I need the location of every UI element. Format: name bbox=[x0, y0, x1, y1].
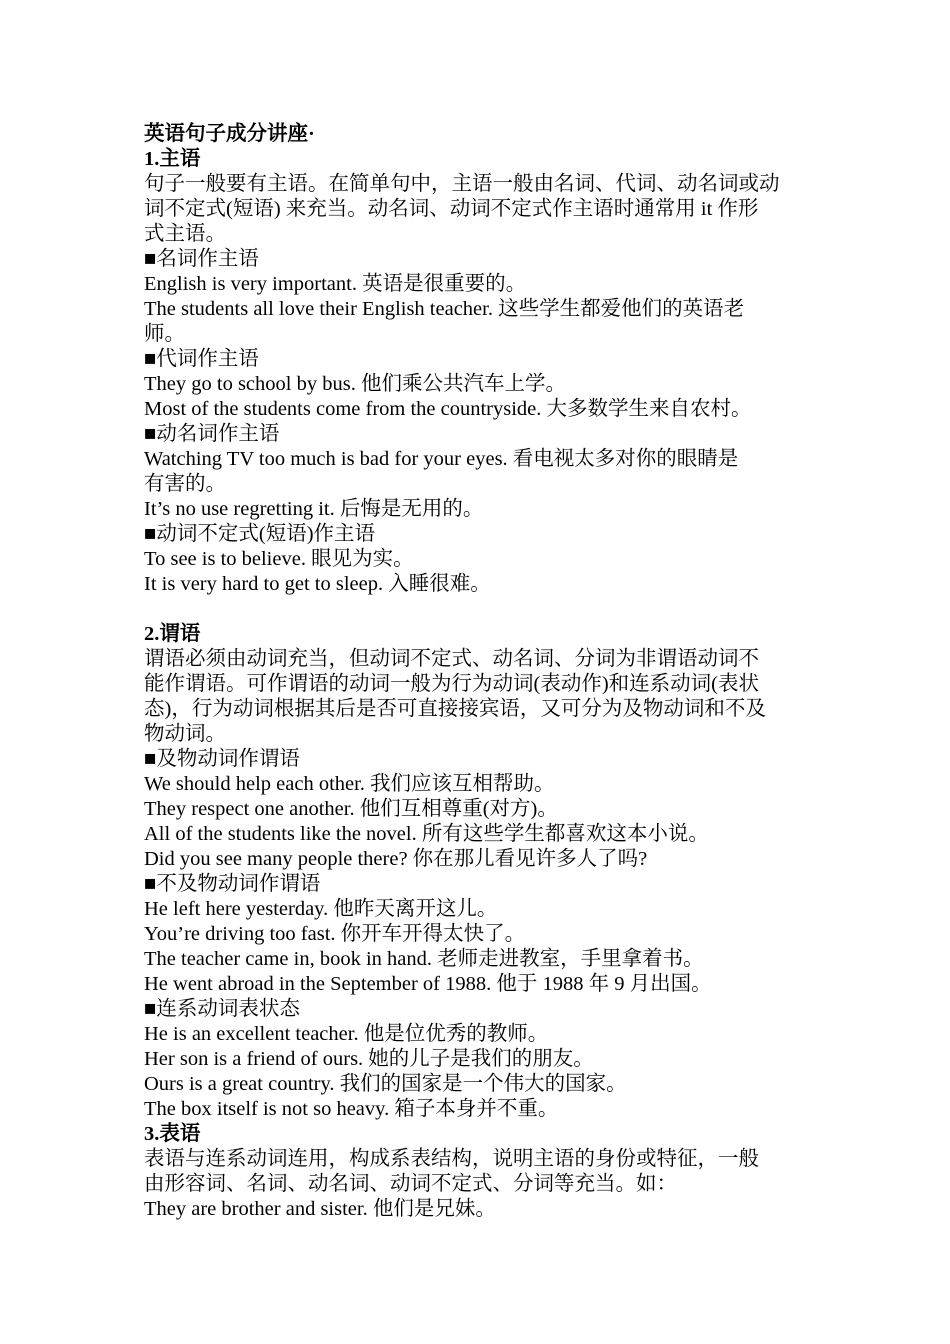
subheading-infinitive-subject: ■动词不定式(短语)作主语 bbox=[144, 523, 376, 545]
example-line: Ours is a great country. 我们的国家是一个伟大的国家。 bbox=[144, 1073, 627, 1095]
section-heading-predicate: 2.谓语 bbox=[144, 623, 201, 645]
example-line: Most of the students come from the countryside. 大多数学生来自农村。 bbox=[144, 398, 752, 420]
example-line: Her son is a friend of ours. 她的儿子是我们的朋友。 bbox=[144, 1048, 594, 1070]
paragraph-line: 能作谓语。可作谓语的动词一般为行为动词(表动作)和连系动词(表状 bbox=[144, 673, 759, 695]
paragraph-line: 态)，行为动词根据其后是否可直接接宾语，又可分为及物动词和不及 bbox=[144, 698, 766, 720]
example-line: It’s no use regretting it. 后悔是无用的。 bbox=[144, 498, 484, 520]
example-line: They respect one another. 他们互相尊重(对方)。 bbox=[144, 798, 558, 820]
example-line: The teacher came in, book in hand. 老师走进教室，手里拿着书。 bbox=[144, 948, 704, 970]
example-line: Watching TV too much is bad for your eyes. 看电视太多对你的眼睛是 bbox=[144, 448, 739, 470]
document-title: 英语句子成分讲座· bbox=[144, 123, 315, 145]
example-line: 师。 bbox=[144, 323, 185, 345]
example-line: You’re driving too fast. 你开车开得太快了。 bbox=[144, 923, 526, 945]
example-line: He left here yesterday. 他昨天离开这儿。 bbox=[144, 898, 498, 920]
paragraph-line: 式主语。 bbox=[144, 223, 226, 245]
paragraph-line: 物动词。 bbox=[144, 723, 226, 745]
subheading-intransitive-predicate: ■不及物动词作谓语 bbox=[144, 873, 321, 895]
example-line: He went abroad in the September of 1988. 他于 1988 年 9 月出国。 bbox=[144, 973, 712, 995]
paragraph-line: 句子一般要有主语。在简单句中，主语一般由名词、代词、动名词或动 bbox=[144, 173, 780, 195]
paragraph-line: 词不定式(短语) 来充当。动名词、动词不定式作主语时通常用 it 作形 bbox=[144, 198, 759, 220]
subheading-linking-verb: ■连系动词表状态 bbox=[144, 998, 300, 1020]
example-line: It is very hard to get to sleep. 入睡很难。 bbox=[144, 573, 491, 595]
subheading-pronoun-subject: ■代词作主语 bbox=[144, 348, 259, 370]
subheading-transitive-predicate: ■及物动词作谓语 bbox=[144, 748, 300, 770]
example-line: The students all love their English teacher. 这些学生都爱他们的英语老 bbox=[144, 298, 745, 320]
subheading-gerund-subject: ■动名词作主语 bbox=[144, 423, 280, 445]
example-line: To see is to believe. 眼见为实。 bbox=[144, 548, 414, 570]
example-line: Did you see many people there? 你在那儿看见许多人了吗? bbox=[144, 848, 648, 870]
subheading-noun-subject: ■名词作主语 bbox=[144, 248, 259, 270]
example-line: They are brother and sister. 他们是兄妹。 bbox=[144, 1198, 496, 1220]
section-heading-predicative: 3.表语 bbox=[144, 1123, 201, 1145]
paragraph-line: 由形容词、名词、动名词、动词不定式、分词等充当。如： bbox=[144, 1173, 677, 1195]
document-page bbox=[144, 122, 812, 1222]
paragraph-line: 表语与连系动词连用，构成系表结构，说明主语的身份或特征，一般 bbox=[144, 1148, 759, 1170]
example-line: All of the students like the novel. 所有这些学生都喜欢这本小说。 bbox=[144, 823, 709, 845]
example-line: He is an excellent teacher. 他是位优秀的教师。 bbox=[144, 1023, 549, 1045]
blank-line bbox=[144, 597, 812, 622]
example-line: We should help each other. 我们应该互相帮助。 bbox=[144, 773, 555, 795]
section-heading-subject: 1.主语 bbox=[144, 148, 201, 170]
example-line: They go to school by bus. 他们乘公共汽车上学。 bbox=[144, 373, 566, 395]
paragraph-line: 谓语必须由动词充当，但动词不定式、动名词、分词为非谓语动词不 bbox=[144, 648, 759, 670]
example-line: 有害的。 bbox=[144, 473, 226, 495]
example-line: The box itself is not so heavy. 箱子本身并不重。 bbox=[144, 1098, 559, 1120]
example-line: English is very important. 英语是很重要的。 bbox=[144, 273, 527, 295]
